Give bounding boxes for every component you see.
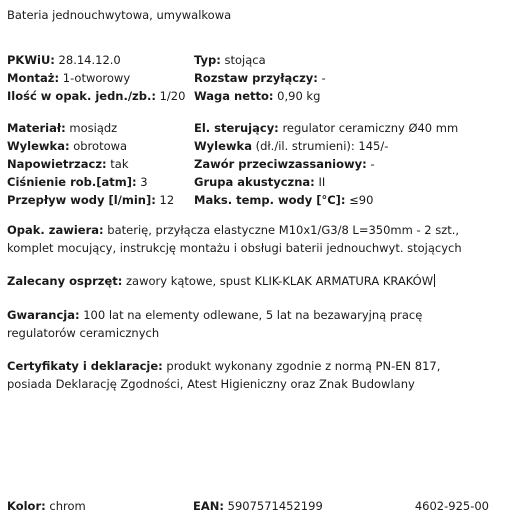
footer [7,498,497,516]
recommended-accessories-text: zawory kątowe, spust [122,274,255,288]
spec-right [194,156,375,173]
spec-row [7,88,497,106]
spec-value: 0,90 kg [273,89,321,103]
spec-left [7,192,174,209]
package-contents-line [7,221,477,239]
spec-left [7,70,130,87]
spec-right [194,70,326,87]
warranty [7,306,477,342]
spec-label: Napowietrzacz: [7,157,107,171]
warranty-label: Gwarancja: [7,308,80,322]
certificates-line: posiada Deklarację Zgodności, Atest Higieniczny oraz Znak Budowlany [7,377,415,391]
ean-value: 5907571452199 [223,499,323,513]
spec-value: (dł./il. strumieni): 145/- [251,139,389,153]
spec-label: Maks. temp. wody [°C]: [194,193,346,207]
recommended-accessories [7,272,477,290]
spec-right [194,138,388,155]
spec-value: 1-otworowy [59,71,131,85]
product-title: Bateria jednouchwytowa, umywalkowa [7,8,232,22]
spec-right [194,174,325,191]
spec-row [7,70,497,88]
spec-label: Grupa akustyczna: [194,175,315,189]
package-contents-text: baterię, przyłącza elastyczne M10x1/G3/8 L=350mm - 2 szt., [103,223,460,237]
spec-value: obrotowa [69,139,128,153]
warranty-line: regulatorów ceramicznych [7,326,160,340]
certificates-line [7,357,477,375]
spec-value: 12 [155,193,175,207]
spec-left [7,174,148,191]
color-label: Kolor: [7,499,46,513]
color-value: chrom [45,499,86,513]
spec-row [7,138,497,156]
spec-left [7,156,129,173]
spec-value: 1/20 [155,89,186,103]
spec-value: II [314,175,326,189]
spec-block-technical [7,120,497,210]
spec-label: Ilość w opak. jedn./zb.: [7,89,156,103]
spec-label: Montaż: [7,71,60,85]
spec-label: Waga netto: [194,89,274,103]
text-cursor [434,274,435,287]
spec-left [7,52,121,69]
spec-value: 3 [136,175,148,189]
spec-value: - [366,157,375,171]
spec-block-basic [7,52,497,106]
spec-value: mosiądz [65,121,118,135]
spec-row [7,192,497,210]
product-code: 4602-925-00 [414,499,489,513]
spec-value: - [317,71,326,85]
spec-value: ≤90 [345,193,374,207]
certificates-text: produkt wykonany zgodnie z normą PN-EN 817, [162,359,441,373]
recommended-accessories-brand: KLIK-KLAK ARMATURA KRAKÓW [254,274,434,288]
spec-label: Zawór przeciwzassaniowy: [194,157,367,171]
spec-left [7,120,117,137]
warranty-text: 100 lat na elementy odlewane, 5 lat na bezawaryjną pracę [79,308,423,322]
certificates [7,357,477,393]
package-contents [7,221,477,257]
spec-label: Rozstaw przyłączy: [194,71,318,85]
color-info [7,498,86,515]
spec-value: 28.14.12.0 [54,53,121,67]
package-contents-line: komplet mocujący, instrukcję montażu i obsługi baterii jednouchwyt. stojących [7,241,462,255]
warranty-line [7,306,477,324]
ean-label: EAN: [193,499,224,513]
spec-value: regulator ceramiczny Ø40 mm [278,121,459,135]
spec-label: Typ: [194,53,221,67]
spec-label: Wylewka: [7,139,70,153]
spec-right [194,88,320,105]
spec-right [194,192,373,209]
spec-label: El. sterujący: [194,121,279,135]
spec-value: tak [106,157,129,171]
spec-label: PKWiU: [7,53,55,67]
spec-left [7,138,127,155]
spec-row [7,174,497,192]
spec-row [7,120,497,138]
spec-right [194,120,458,137]
spec-row [7,52,497,70]
spec-label: Materiał: [7,121,66,135]
spec-label: Przepływ wody [l/min]: [7,193,156,207]
spec-label: Ciśnienie rob.[atm]: [7,175,137,189]
certificates-label: Certyfikaty i deklaracje: [7,359,163,373]
spec-row [7,156,497,174]
package-contents-label: Opak. zawiera: [7,223,104,237]
spec-label: Wylewka [194,139,252,153]
spec-value: stojąca [220,53,266,67]
spec-right [194,52,266,69]
ean-info [193,498,323,515]
recommended-accessories-label: Zalecany osprzęt: [7,274,123,288]
spec-left [7,88,185,105]
